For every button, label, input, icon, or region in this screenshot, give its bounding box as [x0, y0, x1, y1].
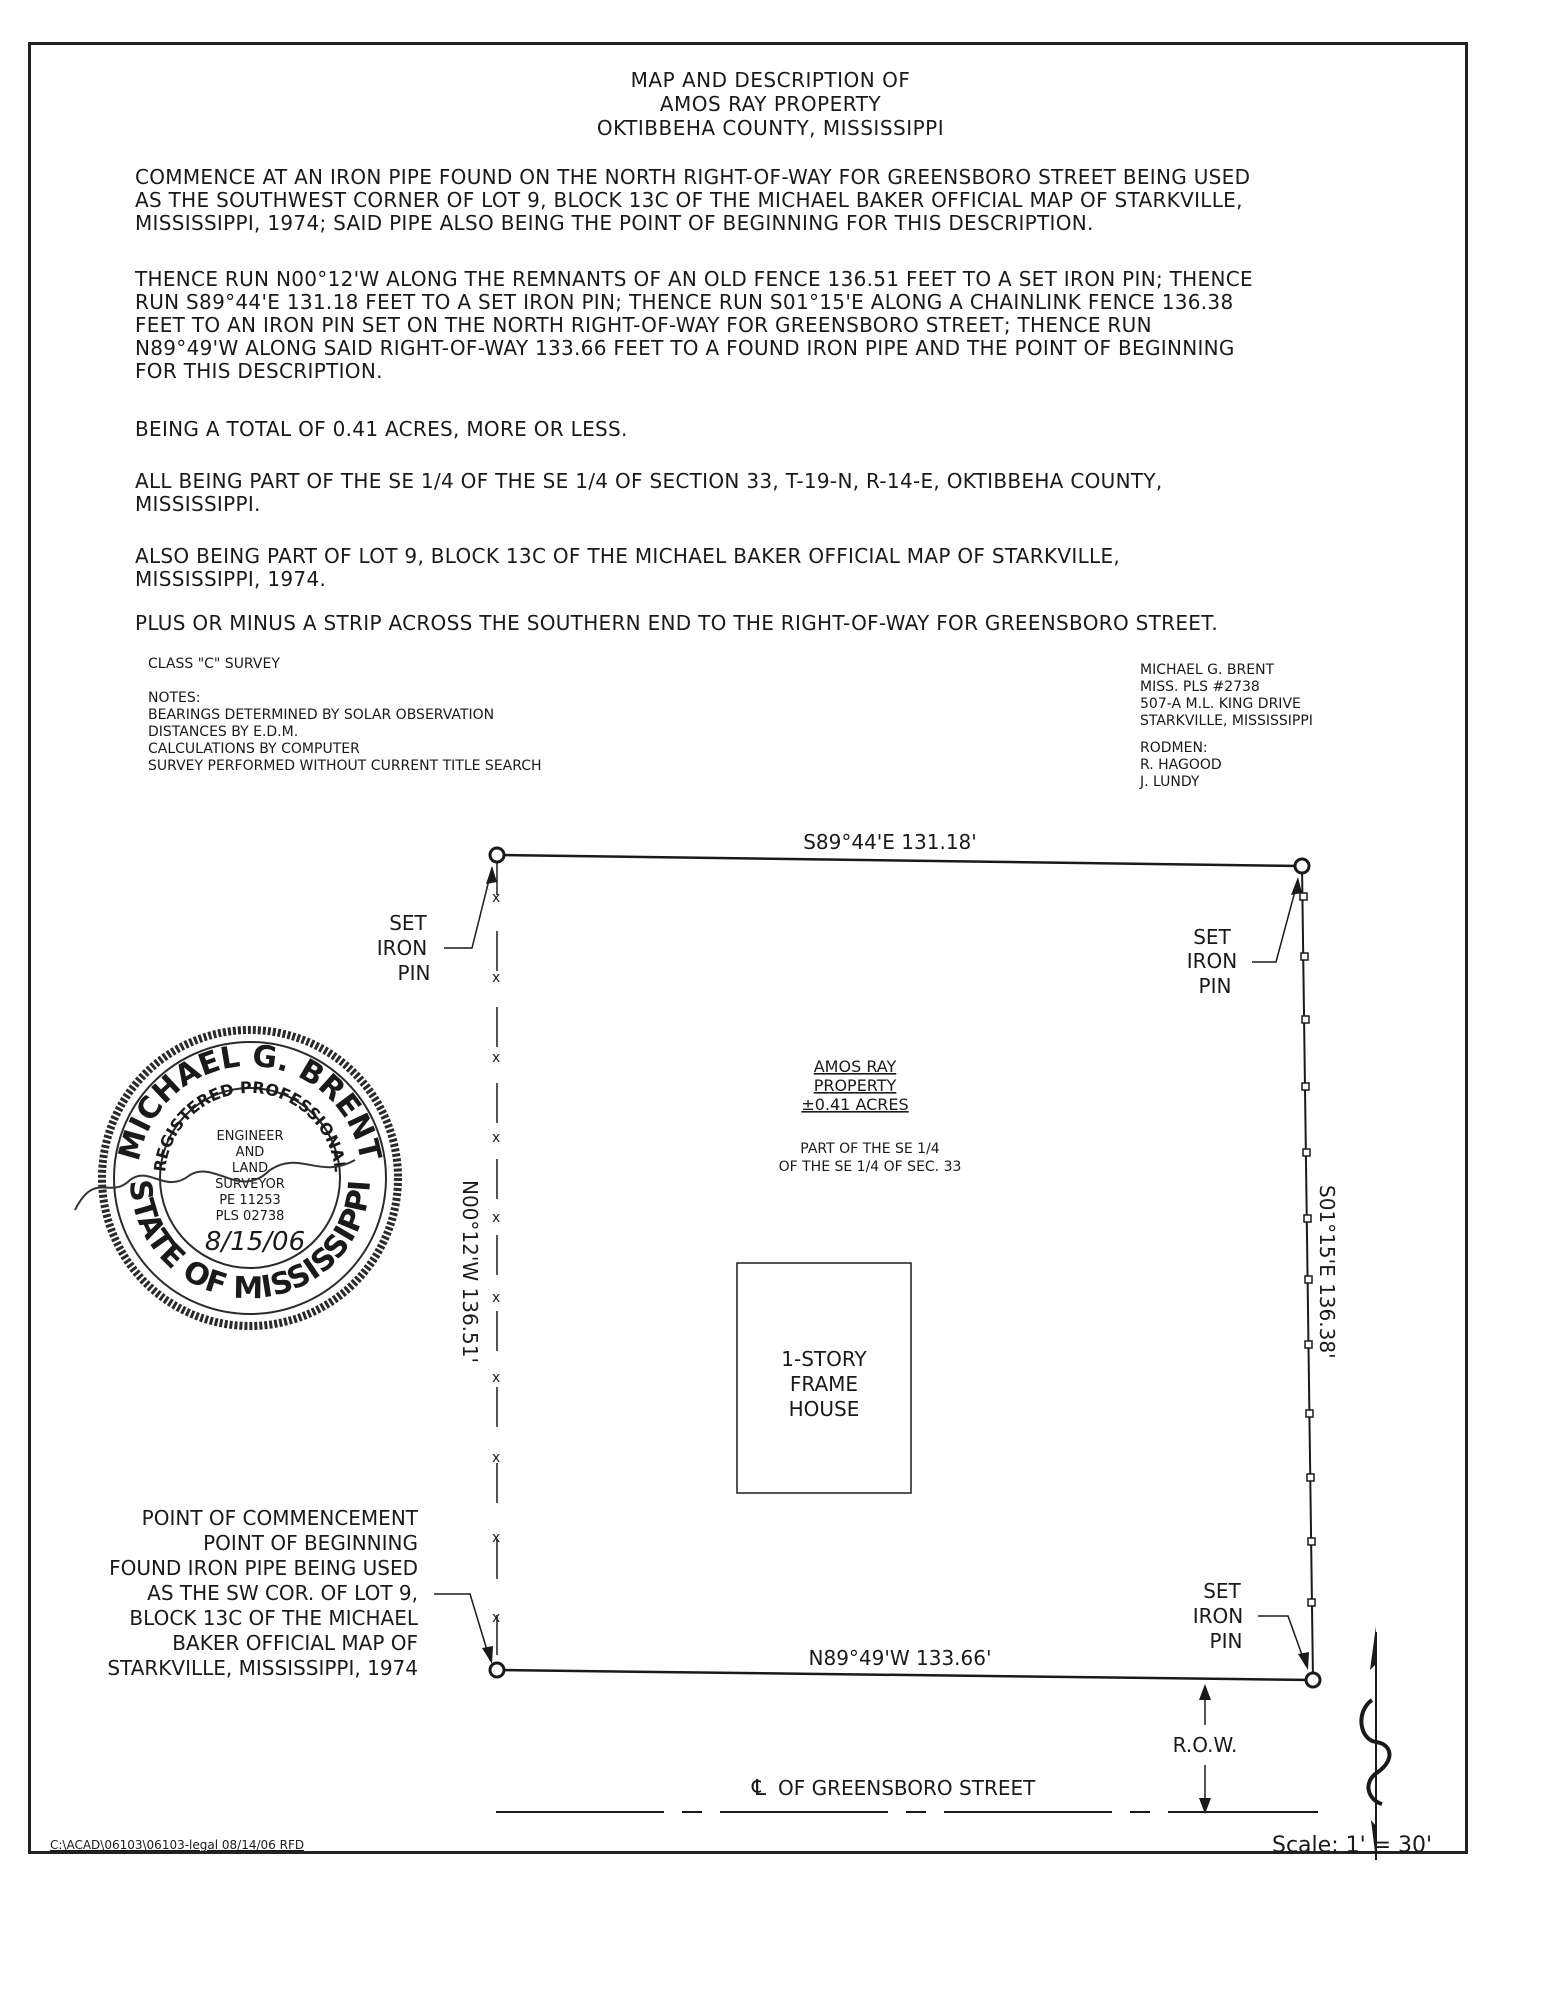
label-line: SET: [1193, 925, 1231, 949]
property-label: [801, 1057, 908, 1114]
west-bearing-label: N00°12'W 136.51': [458, 1180, 482, 1363]
fence-post: [1302, 1016, 1309, 1023]
label-line: SET: [1203, 1579, 1241, 1603]
survey-notes: NOTES: BEARINGS DETERMINED BY SOLAR OBSERVATION DISTANCES BY E.D.M. CALCULATIONS BY COMPUTER SURVEY PERFORMED WITHOUT CURRENT TITLE SEARCH: [148, 690, 542, 774]
iron-pin-nw: [490, 848, 504, 862]
label-line: IRON: [1186, 949, 1238, 973]
seal-role-line: AND: [235, 1145, 265, 1160]
property-acreage: ±0.41 ACRES: [801, 1095, 909, 1114]
arrowhead-ne: [1291, 877, 1302, 895]
north-bearing-label: S89°44'E 131.18': [803, 830, 977, 854]
corner-pins: [490, 848, 1320, 1687]
title-line-2: AMOS RAY PROPERTY: [659, 92, 882, 116]
label-line: PIN: [397, 961, 431, 985]
south-boundary-line: [497, 1670, 1313, 1680]
label-line: IRON: [1192, 1604, 1244, 1628]
commencement-note: [107, 1506, 418, 1680]
arrowhead-se: [1298, 1652, 1309, 1670]
description-acreage: BEING A TOTAL OF 0.41 ACRES, MORE OR LESS.: [135, 417, 628, 441]
description-lot: ALSO BEING PART OF LOT 9, BLOCK 13C OF THE MICHAEL BAKER OFFICIAL MAP OF STARKVILLE, MISSISSIPPI, 1974.: [135, 544, 1121, 591]
fence-x-mark: x: [492, 1050, 501, 1066]
fence-post: [1301, 953, 1308, 960]
rodmen-block: RODMEN: R. HAGOOD J. LUNDY: [1140, 740, 1222, 790]
commencement-line: STARKVILLE, MISSISSIPPI, 1974: [107, 1656, 418, 1680]
label-set-pin-se: [1193, 1579, 1244, 1653]
seal-name: MICHAEL G. BRENT: [112, 1038, 388, 1165]
seal-role-line: LAND: [231, 1161, 269, 1176]
seal-role-line: ENGINEER: [216, 1129, 284, 1144]
label-line: PIN: [1209, 1629, 1243, 1653]
fence-x-mark: x: [492, 1530, 501, 1546]
label-set-pin-nw: [377, 911, 431, 985]
fence-x-mark: x: [492, 970, 501, 986]
commencement-line: BAKER OFFICIAL MAP OF: [172, 1631, 418, 1655]
arrowhead-nw: [486, 866, 497, 884]
arrowhead-sw: [482, 1646, 493, 1664]
survey-class: CLASS "C" SURVEY: [148, 656, 280, 672]
seal-pls-number: PLS 02738: [215, 1209, 285, 1224]
leader-sw: [434, 1594, 490, 1660]
west-fence-marks: [492, 890, 500, 1626]
commencement-line: POINT OF BEGINNING: [203, 1531, 418, 1555]
east-boundary-chainlink: [1302, 866, 1313, 1680]
row-arrow-up: [1199, 1684, 1211, 1700]
fence-post: [1305, 1341, 1312, 1348]
cad-file-path: C:\ACAD\06103\06103-legal 08/14/06 RFD: [50, 1838, 305, 1852]
seal-date: 8/15/06: [204, 1227, 306, 1257]
fence-post: [1308, 1538, 1315, 1545]
label-line: IRON: [376, 936, 428, 960]
fence-x-mark: x: [492, 1370, 501, 1386]
north-boundary-line: [497, 855, 1302, 866]
description-commence: COMMENCE AT AN IRON PIPE FOUND ON THE NORTH RIGHT-OF-WAY FOR GREENSBORO STREET BEING USED AS THE SOUTHWEST CORNER OF LOT 9, BLOCK 13C OF THE MICHAEL BAKER OFFICIAL MAP OF STARKVILLE, MISSISSIPPI, 1974; SAID PIPE ALSO BEING THE POINT OF BEGINNING FOR THIS DESCRIPTION.: [135, 165, 1251, 235]
house-label-line: 1-STORY: [781, 1347, 867, 1371]
house-label: [781, 1347, 867, 1421]
commencement-line: FOUND IRON PIPE BEING USED: [109, 1556, 418, 1580]
fence-post: [1308, 1599, 1315, 1606]
part-of-line: PART OF THE SE 1/4: [800, 1141, 940, 1157]
scale-label: Scale: 1' = 30': [1272, 1833, 1433, 1858]
fence-post: [1302, 1083, 1309, 1090]
house-label-line: HOUSE: [788, 1397, 860, 1421]
label-set-pin-ne: [1187, 925, 1238, 998]
street-label: OF GREENSBORO STREET: [778, 1776, 1036, 1800]
leader-nw: [444, 868, 492, 948]
commencement-line: AS THE SW COR. OF LOT 9,: [147, 1581, 418, 1605]
description-strip: PLUS OR MINUS A STRIP ACROSS THE SOUTHERN END TO THE RIGHT-OF-WAY FOR GREENSBORO STREET.: [135, 611, 1219, 635]
fence-x-mark: x: [492, 890, 501, 906]
row-label: R.O.W.: [1172, 1733, 1238, 1757]
seal-role-line: SURVEYOR: [215, 1177, 285, 1192]
seal-state: STATE OF MISSISSIPPI: [121, 1177, 379, 1307]
leader-se: [1258, 1616, 1306, 1666]
title-line-3: OKTIBBEHA COUNTY, MISSISSIPPI: [596, 116, 945, 140]
iron-pipe-sw: [490, 1663, 504, 1677]
fence-x-mark: x: [492, 1210, 501, 1226]
description-courses: THENCE RUN N00°12'W ALONG THE REMNANTS OF AN OLD FENCE 136.51 FEET TO A SET IRON PIN; THENCE RUN S89°44'E 131.18 FEET TO A SET IRON PIN; THENCE RUN S01°15'E ALONG A CHAINLINK FENCE 136.38 FEET TO AN IRON PIN SET ON THE NORTH RIGHT-OF-WAY FOR GREENSBORO STREET; THENCE RUN N89°49'W ALONG SAID RIGHT-OF-WAY 133.66 FEET TO A FOUND IRON PIPE AND THE POINT OF BEGINNING FOR THIS DESCRIPTION.: [135, 267, 1253, 383]
iron-pin-se: [1306, 1673, 1320, 1687]
part-of-label: [779, 1141, 962, 1175]
title-line-1: MAP AND DESCRIPTION OF: [630, 68, 911, 92]
east-bearing-label: S01°15'E 136.38': [1315, 1185, 1339, 1359]
label-line: SET: [389, 911, 427, 935]
fence-x-mark: x: [492, 1290, 501, 1306]
house-label-line: FRAME: [789, 1372, 859, 1396]
property-name: AMOS RAY: [813, 1057, 897, 1076]
property-word: PROPERTY: [813, 1076, 897, 1095]
leader-ne: [1252, 880, 1298, 962]
fence-post: [1306, 1410, 1313, 1417]
seal-registered: REGISTERED PROFESSIONAL: [150, 1077, 350, 1173]
south-bearing-label: N89°49'W 133.66': [808, 1646, 992, 1670]
centerline-symbol: ℄: [752, 1776, 767, 1801]
fence-x-mark: x: [492, 1130, 501, 1146]
north-arrow: [1361, 1626, 1389, 1860]
description-section: ALL BEING PART OF THE SE 1/4 OF THE SE 1/4 OF SECTION 33, T-19-N, R-14-E, OKTIBBEHA COUNTY, MISSISSIPPI.: [135, 469, 1163, 516]
fence-post: [1307, 1474, 1314, 1481]
professional-seal: [75, 1030, 398, 1326]
surveyor-block: MICHAEL G. BRENT MISS. PLS #2738 507-A M.L. KING DRIVE STARKVILLE, MISSISSIPPI: [1140, 662, 1313, 729]
seal-pe-number: PE 11253: [219, 1193, 281, 1208]
fence-post: [1305, 1276, 1312, 1283]
commencement-line: POINT OF COMMENCEMENT: [141, 1506, 418, 1530]
fence-post: [1303, 1149, 1310, 1156]
part-of-line: OF THE SE 1/4 OF SEC. 33: [778, 1159, 962, 1175]
fence-post: [1304, 1215, 1311, 1222]
label-line: PIN: [1198, 974, 1232, 998]
fence-post: [1300, 893, 1307, 900]
commencement-line: BLOCK 13C OF THE MICHAEL: [129, 1606, 418, 1630]
fence-x-mark: x: [492, 1450, 501, 1466]
iron-pin-ne: [1295, 859, 1309, 873]
fence-x-mark: x: [492, 1610, 501, 1626]
